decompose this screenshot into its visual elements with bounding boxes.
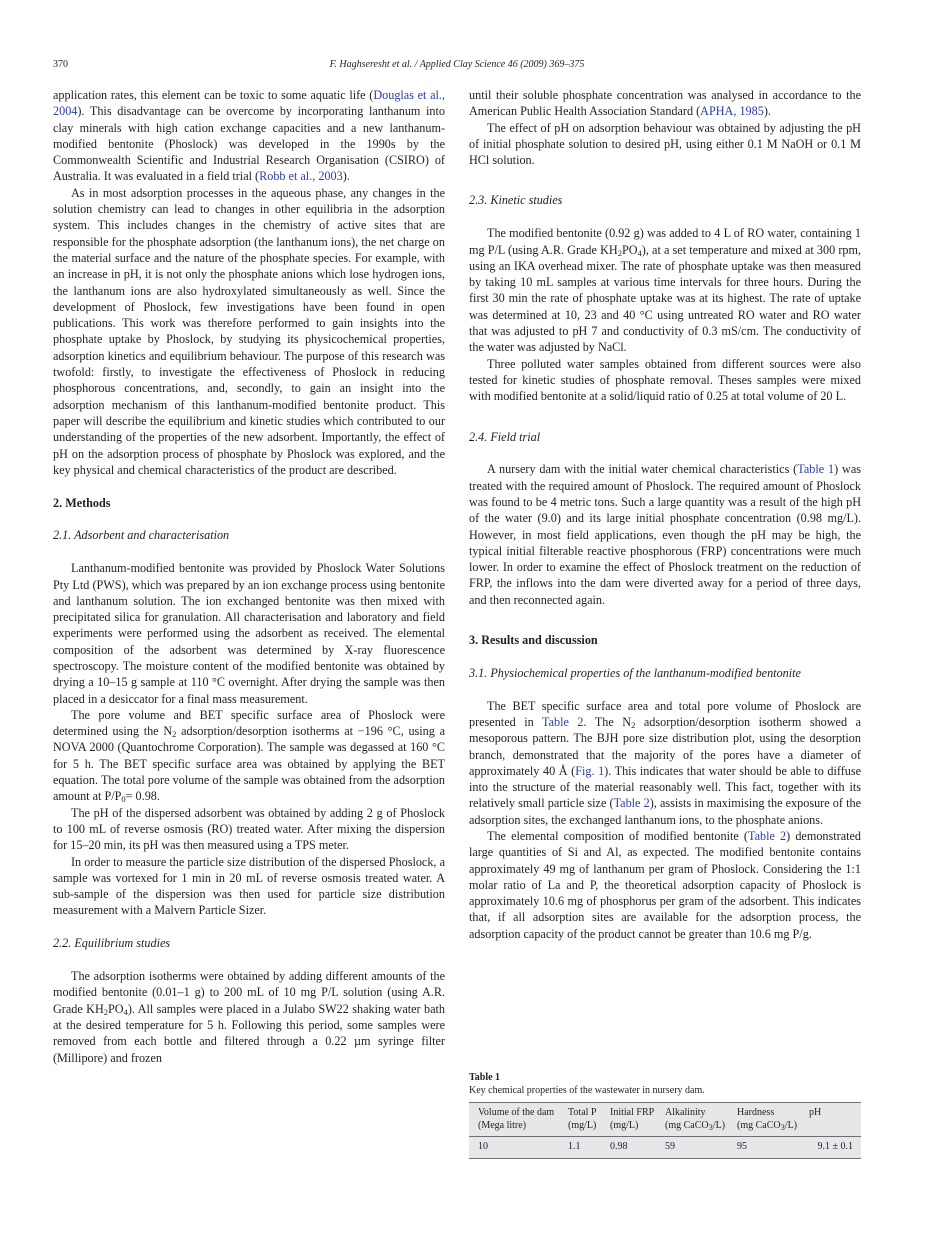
subscript: 4 — [637, 247, 642, 258]
cell-ph: 9.1 ± 0.1 — [805, 1137, 861, 1159]
running-header — [53, 58, 861, 72]
cell-hardness: 95 — [733, 1137, 805, 1159]
text: ). This disadvantage can be overcome by incorporating lanthanum into clay minerals with high cation exchange capacities and a new lanthanum-modified bentonite (Phoslock) was developed in the 1990s by the Commonwealth Scientific and Industrial Research Organisation (CSIRO) of Australia. It was evaluated in a field trial ( — [53, 104, 445, 184]
methods-paragraph-1: Lanthanum-modified bentonite was provided by Phoslock Water Solutions Pty Ltd (PWS), which was prepared by an ion exchange process using bentonite and lanthanum solution. The ion exchanged bentonite was then mixed with precipitated silica for granulation. All characterisation and laboratory and field experiments were performed using the adsorbent as received. The elemental composition of the adsorbent was determined by X-ray fluorescence spectroscopy. The moisture content of the modified bentonite was obtained by drying a 10–15 g sample at 110 °C overnight. After drying the sample was then placed in a desiccator for a final mass measurement. — [53, 561, 445, 706]
table-label: Table 1 — [469, 1072, 501, 1083]
text: The adsorption isotherms were obtained by adding different amounts of the modified bentonite (0.01–1 g) to 200 mL of 10 mg P/L solution (using A.R. Grade KH — [53, 969, 445, 1016]
column-header-initial-frp: Initial FRP (mg/L) — [606, 1103, 661, 1137]
text: PO — [621, 242, 638, 257]
text: ). — [763, 104, 771, 119]
table-1 — [469, 1071, 861, 1159]
subscript: 2 — [617, 247, 622, 258]
citation-link-apha-1985[interactable]: APHA, 1985 — [700, 104, 764, 119]
text: until their soluble phosphate concentration was analysed in accordance to the American Public Health Association Standard ( — [469, 88, 861, 119]
methods-paragraph-2 — [53, 707, 445, 805]
kinetic-paragraph-2: Three polluted water samples obtained from different sources were also tested for kinetic studies of phosphate removal. Theses samples were mixed with modified bentonite at a solid/liquid ratio of 0.25 at total volume of 20 L. — [469, 356, 861, 404]
table-1-link[interactable]: Table 1 — [797, 462, 835, 477]
subscript: 2 — [103, 1006, 109, 1017]
equilibrium-paragraph-1-cont — [469, 87, 861, 120]
cell-initial-frp: 0.98 — [606, 1137, 661, 1159]
text: ), at a set temperature and mixed at 300 rpm, using an IKA overhead mixer. The rate of phosphate uptake was then measured by taking 10 mL samples at various time intervals for three hours. During the first 30 min the rate of phosphate uptake was at its highest. The rate of uptake was determined at 10, 23 and 40 °C using untreated RO water and RO water that was adjusted to pH 7 and conductivity of 0.3 mS/cm. The conductivity of the water was adjusted by NaCl. — [469, 242, 861, 355]
text: ) was treated with the required amount of Phoslock. The required amount of Phoslock was found to be 4 metric tons. Such a large quantity was a result of the high pH of the water (9.0) and its large initial phosphate concentration (0.98 mg/L). However, in most field applications, even though the pH may be high, the typical initial filterable reactive phosphorous (FRP) concentrations were much lower. In order to examine the effect of Phoslock treatment on the reduction of FRP, the inflows into the dam were diverted away for a period of three days, and then reconnected again. — [469, 462, 861, 607]
text: . The N — [583, 714, 632, 729]
page-number: 370 — [53, 59, 68, 70]
text: The pore volume and BET specific surface area of Phoslock were determined using the N — [53, 707, 445, 739]
table-2-link[interactable]: Table 2 — [613, 796, 650, 811]
column-header-ph: pH — [805, 1103, 861, 1137]
journal-reference: F. Haghseresht et al. / Applied Clay Science 46 (2009) 369–375 — [329, 59, 585, 70]
text: The BET specific surface area and total pore volume of Phoslock are presented in — [469, 698, 861, 729]
text: ). This indicates that water should be able to diffuse into the structure of the material reasonably well. This fact, together with its relatively small particle size ( — [469, 763, 861, 811]
results-paragraph-2 — [469, 828, 861, 942]
table-caption: Key chemical properties of the wastewater in nursery dam. — [469, 1085, 705, 1096]
kinetic-paragraph-1 — [469, 225, 861, 355]
cell-alkalinity: 59 — [661, 1137, 733, 1159]
subscript: 4 — [123, 1006, 128, 1017]
text: adsorption/desorption isotherm showed a mesoporous pattern. The BJH pore size distribution plot, using the desorption branch, demonstrated that the majority of the pores have a diameter of approximately 40 Å ( — [469, 714, 861, 778]
text: application rates, this element can be toxic to some aquatic life ( — [53, 88, 374, 102]
right-column — [469, 87, 861, 942]
text: PO — [108, 1001, 124, 1016]
column-header-hardness: Hardness (mg CaCO$_3$/L) — [733, 1103, 805, 1137]
cell-volume: 10 — [469, 1137, 564, 1159]
methods-paragraph-4: In order to measure the particle size distribution of the dispersed Phoslock, a sample was vortexed for 1 min in 20 mL of reverse osmosis treated water. A sub-sample of the dispersion was then used for particle size distribution measurement with a Malvern Particle Sizer. — [53, 854, 445, 918]
text: ), assists in maximising the exposure of the adsorption sites, the exchanged lanthanum ions, to the phosphate anions. — [469, 796, 861, 827]
section-heading-results: 3. Results and discussion — [469, 633, 598, 648]
citation-link-robb-2003[interactable]: Robb et al., 2003 — [259, 169, 343, 184]
table-2-link[interactable]: Table 2 — [541, 714, 584, 729]
text: A nursery dam with the initial water chemical characteristics ( — [487, 462, 798, 477]
table-row — [469, 1137, 861, 1159]
text: ) demonstrated large quantities of Si and Al, as expected. The modified bentonite contains approximately 49 mg of lanthanum per gram of Phoslock. Considering the 1:1 molar ratio of La and P, the theoretical adsorption capacity of Phoslock is approximately 10.6 mg of phosphorus per gram of the adsorbent. This indicates that, if all adsorption sites are available for the adsorption process, the adsorption capacity of the product cannot be greater than 10.6 mg P/g. — [469, 828, 861, 941]
intro-paragraph-1 — [53, 87, 445, 185]
subsection-heading-2-1: 2.1. Adsorbent and characterisation — [53, 528, 230, 543]
field-trial-paragraph-1 — [469, 461, 861, 608]
column-header-volume: Volume of the dam (Mega litre) — [469, 1103, 564, 1137]
text: The elemental composition of modified bentonite ( — [487, 828, 748, 843]
subsection-heading-2-4: 2.4. Field trial — [469, 429, 541, 444]
subsection-heading-2-2: 2.2. Equilibrium studies — [53, 936, 171, 951]
data-table — [469, 1102, 861, 1159]
column-header-alkalinity: Alkalinity (mg CaCO$_3$/L) — [661, 1103, 733, 1137]
cell-total-p: 1.1 — [564, 1137, 606, 1159]
section-heading-methods: 2. Methods — [53, 495, 111, 510]
subsection-heading-2-3: 2.3. Kinetic studies — [469, 193, 563, 208]
intro-paragraph-2: As in most adsorption processes in the aqueous phase, any changes in the solution chemistry can lead to changes in other equilibria in the adsorption system. This includes changes in the chemistry of active sites that are responsible for the phosphate adsorption (the lanthanum ions), the net charge on the material surface and the nature of the phosphate species. For example, with an increase in pH, it is not only the phosphate anions which lose hydrogen ions, the lanthanum ions are also hydroxylated simultaneously as well. Since the development of Phoslock, few investigations have been found in open publications. This work was therefore performed to gain insights into the phosphate uptake by Phoslock, by studying its physicochemical properties, adsorption kinetics and equilibrium behaviour. The purpose of this research was twofold: firstly, to investigate the effectiveness of Phoslock in reducing phosphorous concentrations, and, secondly, to gain an insight into the adsorption mechanism of this lanthanum-modified bentonite product. This paper will describe the equilibrium and kinetic studies which contributed to our understanding of the properties of the new adsorbent. Importantly, the effect of pH on the adsorption process of phosphate by Phoslock was explored, and the key physical and chemical characteristics of the product are described. — [53, 185, 445, 477]
text: ). — [342, 169, 350, 184]
subscript: 0 — [121, 794, 126, 805]
subsection-heading-3-1: 3.1. Physiochemical properties of the lanthanum-modified bentonite — [469, 665, 801, 680]
table-2-link[interactable]: Table 2 — [748, 828, 787, 843]
text: ). All samples were placed in a Julabo SW22 shaking water bath at the desired temperature for 5 h. Following this period, some samples were removed from each bottle and filtered through a 0.22 µm syringe filter (Millipore) and frozen — [53, 1001, 445, 1065]
table-header-row — [469, 1103, 861, 1137]
citation-link-douglas-2004[interactable]: Douglas et al., 2004 — [53, 88, 445, 119]
figure-1-link[interactable]: Fig. 1 — [575, 763, 605, 778]
left-column — [53, 87, 445, 1066]
methods-paragraph-3: The pH of the dispersed adsorbent was obtained by adding 2 g of Phoslock to 100 mL of reverse osmosis (RO) treated water. After mixing the dispersion for 15–20 min, its pH was then measured using a TPS meter. — [53, 805, 445, 853]
text: The modified bentonite (0.92 g) was added to 4 L of RO water, containing 1 mg P/L (using A.R. Grade KH — [469, 226, 861, 257]
column-header-total-p: Total P (mg/L) — [564, 1103, 606, 1137]
text: adsorption/desorption isotherms at −196 °C, using a NOVA 2000 (Quantochrome Corporation). The sample was degassed at 160 °C for 5 h. The BET specific surface area was obtained by applying the BET equation. The total pore volume of the sample was obtained from the adsorption amount at P/P — [53, 724, 445, 804]
equilibrium-paragraph-1 — [53, 968, 445, 1066]
subscript: 2 — [172, 729, 177, 740]
equilibrium-paragraph-2: The effect of pH on adsorption behaviour was obtained by adjusting the pH of initial phosphate solution to desired pH, using either 0.1 M NaOH or 0.1 M HCl solution. — [469, 120, 861, 168]
results-paragraph-1 — [469, 698, 861, 828]
text: = 0.98. — [125, 789, 160, 804]
subscript: 2 — [631, 719, 636, 730]
